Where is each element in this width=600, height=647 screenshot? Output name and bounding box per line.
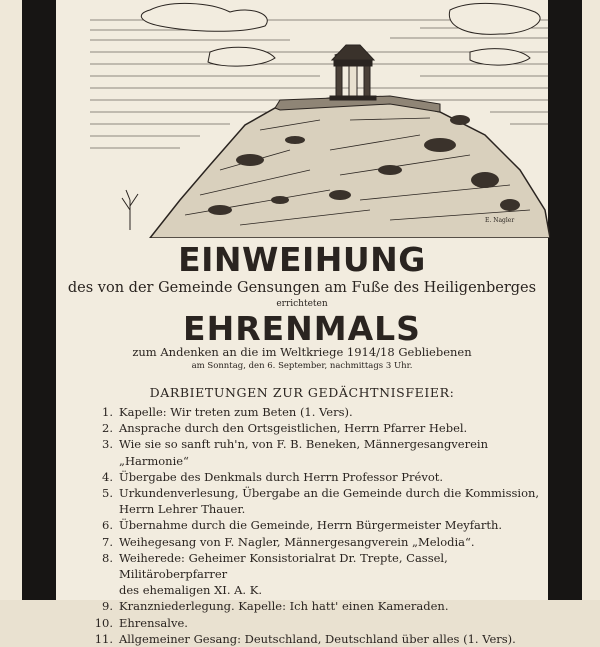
program-item [86, 469, 556, 485]
subtitle-memorial: zum Andenken an die im Weltkriege 1914/18 Gebliebenen [132, 345, 472, 359]
program-item-number [86, 582, 119, 598]
program-item [86, 436, 556, 468]
program-item [86, 631, 556, 647]
mourning-border-left [22, 0, 56, 600]
program-item-text: Herrn Lehrer Thauer. [119, 502, 246, 517]
program-item-number: 1. [102, 405, 113, 419]
secondary-title: EHRENMALS [183, 309, 421, 348]
artist-signature: E. Nagler [485, 217, 515, 224]
main-title: EINWEIHUNG [178, 240, 426, 279]
program-item-number: 8. [102, 550, 113, 565]
subtitle-date-time: am Sonntag, den 6. September, nachmittags 3 Uhr. [191, 361, 413, 371]
program-item [86, 598, 556, 614]
program-item-text: Kranzniederlegung. Kapelle: Ich hatt' einen Kameraden. [119, 599, 449, 614]
program-item-text: Übernahme durch die Gemeinde, Herrn Bürgermeister Meyfarth. [119, 518, 503, 533]
program-item-number: 5. [102, 486, 113, 501]
monument-hill-illustration [90, 0, 550, 238]
paper-edge-right [582, 0, 600, 600]
program-item [86, 534, 556, 550]
program-item-text: des ehemaligen XI. A. K. [119, 583, 262, 598]
program-item-text: Urkundenverlesung, Übergabe an die Gemeinde durch die Kommission, [119, 486, 540, 501]
paper-edge-left [0, 0, 22, 600]
program-item [86, 582, 556, 598]
program-item-number: 11. [94, 631, 113, 646]
program-item-text: Weihegesang von F. Nagler, Männergesangverein „Melodia“. [119, 534, 475, 549]
program-item-text: Allgemeiner Gesang: Deutschland, Deutschland über alles (1. Vers). [119, 631, 516, 646]
program-item-text: Weiherede: Geheimer Konsistorialrat Dr. Trepte, Cassel, Militäroberpfarrer [119, 550, 448, 582]
document-sheet [56, 0, 548, 646]
program-item-number: 3. [102, 437, 113, 452]
subtitle-dedication: des von der Gemeinde Gensungen am Fuße des Heiligenberges [67, 280, 537, 296]
program-item-text: Kapelle: Wir treten zum Beten (1. Vers). [119, 405, 353, 419]
subtitle-erected: errichteten [276, 299, 328, 309]
program-item-text: Wie sie so sanft ruh'n, von F. B. Beneken, Männergesangverein „Harmonie“ [119, 437, 488, 468]
program-item [86, 404, 556, 420]
program-item-number: 7. [102, 534, 113, 549]
program-list [86, 404, 556, 647]
program-heading: DARBIETUNGEN ZUR GEDÄCHTNISFEIER: [149, 385, 455, 400]
program-item [86, 485, 556, 501]
program-item-text: Ehrensalve. [119, 615, 188, 630]
program-item-number: 9. [102, 599, 113, 614]
program-item-text: Ansprache durch den Ortsgeistlichen, Herrn Pfarrer Hebel. [119, 421, 468, 436]
tree [122, 190, 138, 230]
program-item-number: 2. [102, 421, 113, 436]
program-item [86, 501, 556, 517]
program-item-number [86, 501, 119, 517]
program-item [86, 615, 556, 631]
program-item [86, 550, 556, 582]
program-item-text: Übergabe des Denkmals durch Herrn Professor Prévot. [119, 469, 444, 484]
monument-temple [330, 45, 376, 100]
program-item-number: 4. [102, 469, 113, 484]
program-item-number: 10. [94, 615, 113, 630]
program-item [86, 420, 556, 436]
program-item-number: 6. [102, 518, 113, 533]
program-item [86, 517, 556, 533]
